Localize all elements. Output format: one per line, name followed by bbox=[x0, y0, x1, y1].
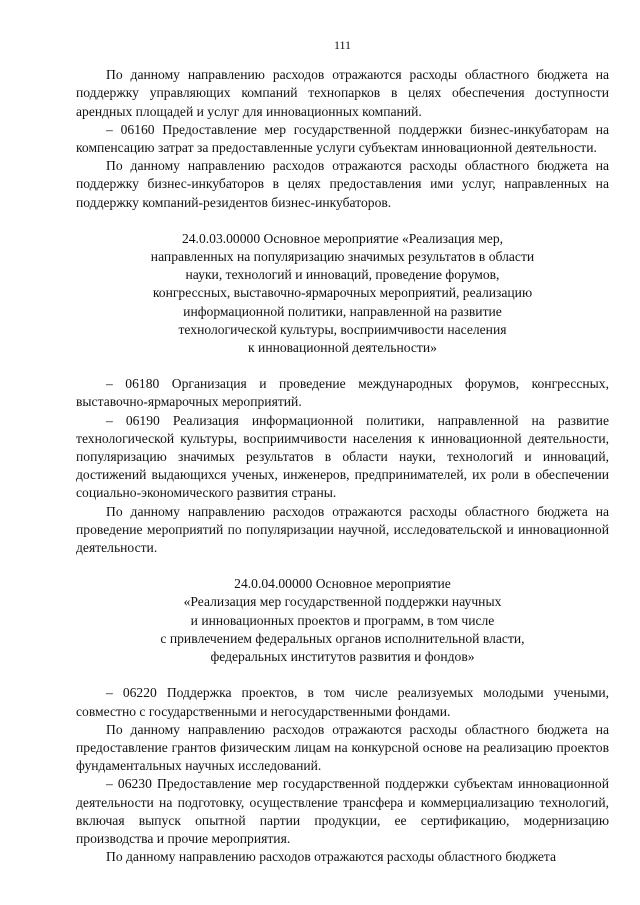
heading-line: 24.0.04.00000 Основное мероприятие bbox=[234, 576, 451, 592]
paragraph: По данному направлению расходов отражаются расходы областного бюджета на проведение мероприятий по популяризации научной, исследовательской и инновационной деятельности. bbox=[76, 503, 609, 556]
heading-line: к инновационной деятельности» bbox=[248, 340, 437, 356]
paragraph: По данному направлению расходов отражаются расходы областного бюджета на поддержку управляющих компаний технопарков в целях обеспечения доступности арендных площадей и услуг для инновационных компаний. bbox=[76, 67, 609, 119]
heading-line: федеральных институтов развития и фондов» bbox=[210, 649, 475, 665]
heading-line: направленных на популяризацию значимых результатов в области bbox=[150, 249, 535, 265]
paragraph: – 06160 Предоставление мер государственной поддержки бизнес-инкубаторам на компенсацию затрат за предоставленные услуги субъектам инновационной деятельности. bbox=[76, 121, 609, 156]
paragraph: – 06230 Предоставление мер государственной поддержки субъектам инновационной деятельности на подготовку, осуществление трансфера и коммерциализацию технологий, включая выпуск опытной партии продукции, ее сертификацию, модернизацию производства и прочие мероприятия. bbox=[76, 776, 609, 846]
heading-line: с привлечением федеральных органов исполнительной власти, bbox=[160, 630, 525, 646]
paragraph: По данному направлению расходов отражаются расходы областного бюджета на поддержку бизнес-инкубаторов в целях предоставления ими услуг, направленных на поддержку компаний-резидентов бизнес-инкубаторов. bbox=[76, 158, 609, 210]
section-heading bbox=[100, 575, 585, 666]
paragraph: По данному направлению расходов отражаются расходы областного бюджета на предоставление грантов физическим лицам на конкурсной основе на реализацию проектов фундаментальных научных исследований. bbox=[76, 721, 609, 774]
paragraph: – 06190 Реализация информационной политики, направленной на развитие технологической культуры, восприимчивости населения к инновационной деятельности, популяризацию значимых результатов в области науки, технологий и инноваций, достижений выдающихся ученых, инженеров, предпринимателей, их роли в обеспечении социально-экономического развития страны. bbox=[76, 412, 609, 501]
paragraph: По данному направлению расходов отражаются расходы областного бюджета bbox=[106, 849, 557, 865]
heading-line: «Реализация мер государственной поддержки научных bbox=[183, 594, 502, 610]
paragraph: – 06220 Поддержка проектов, в том числе реализуемых молодыми учеными, совместно с государственными и негосударственными фондами. bbox=[76, 685, 609, 719]
heading-line: 24.0.03.00000 Основное мероприятие «Реализация мер, bbox=[181, 230, 504, 246]
heading-line: науки, технологий и инноваций, проведение форумов, bbox=[185, 267, 500, 283]
heading-line: технологической культуры, восприимчивости населения bbox=[178, 321, 507, 337]
section-heading bbox=[100, 230, 585, 357]
page-number: 111 bbox=[333, 38, 352, 52]
heading-line: и инновационных проектов и программ, в том числе bbox=[190, 612, 495, 628]
paragraph: – 06180 Организация и проведение международных форумов, конгрессных, выставочно-ярмарочных мероприятий. bbox=[76, 376, 609, 410]
document-body bbox=[76, 66, 609, 866]
heading-line: конгрессных, выставочно-ярмарочных мероприятий, реализацию bbox=[152, 285, 533, 301]
heading-line: информационной политики, направленной на развитие bbox=[183, 303, 502, 319]
document-page bbox=[76, 36, 609, 866]
